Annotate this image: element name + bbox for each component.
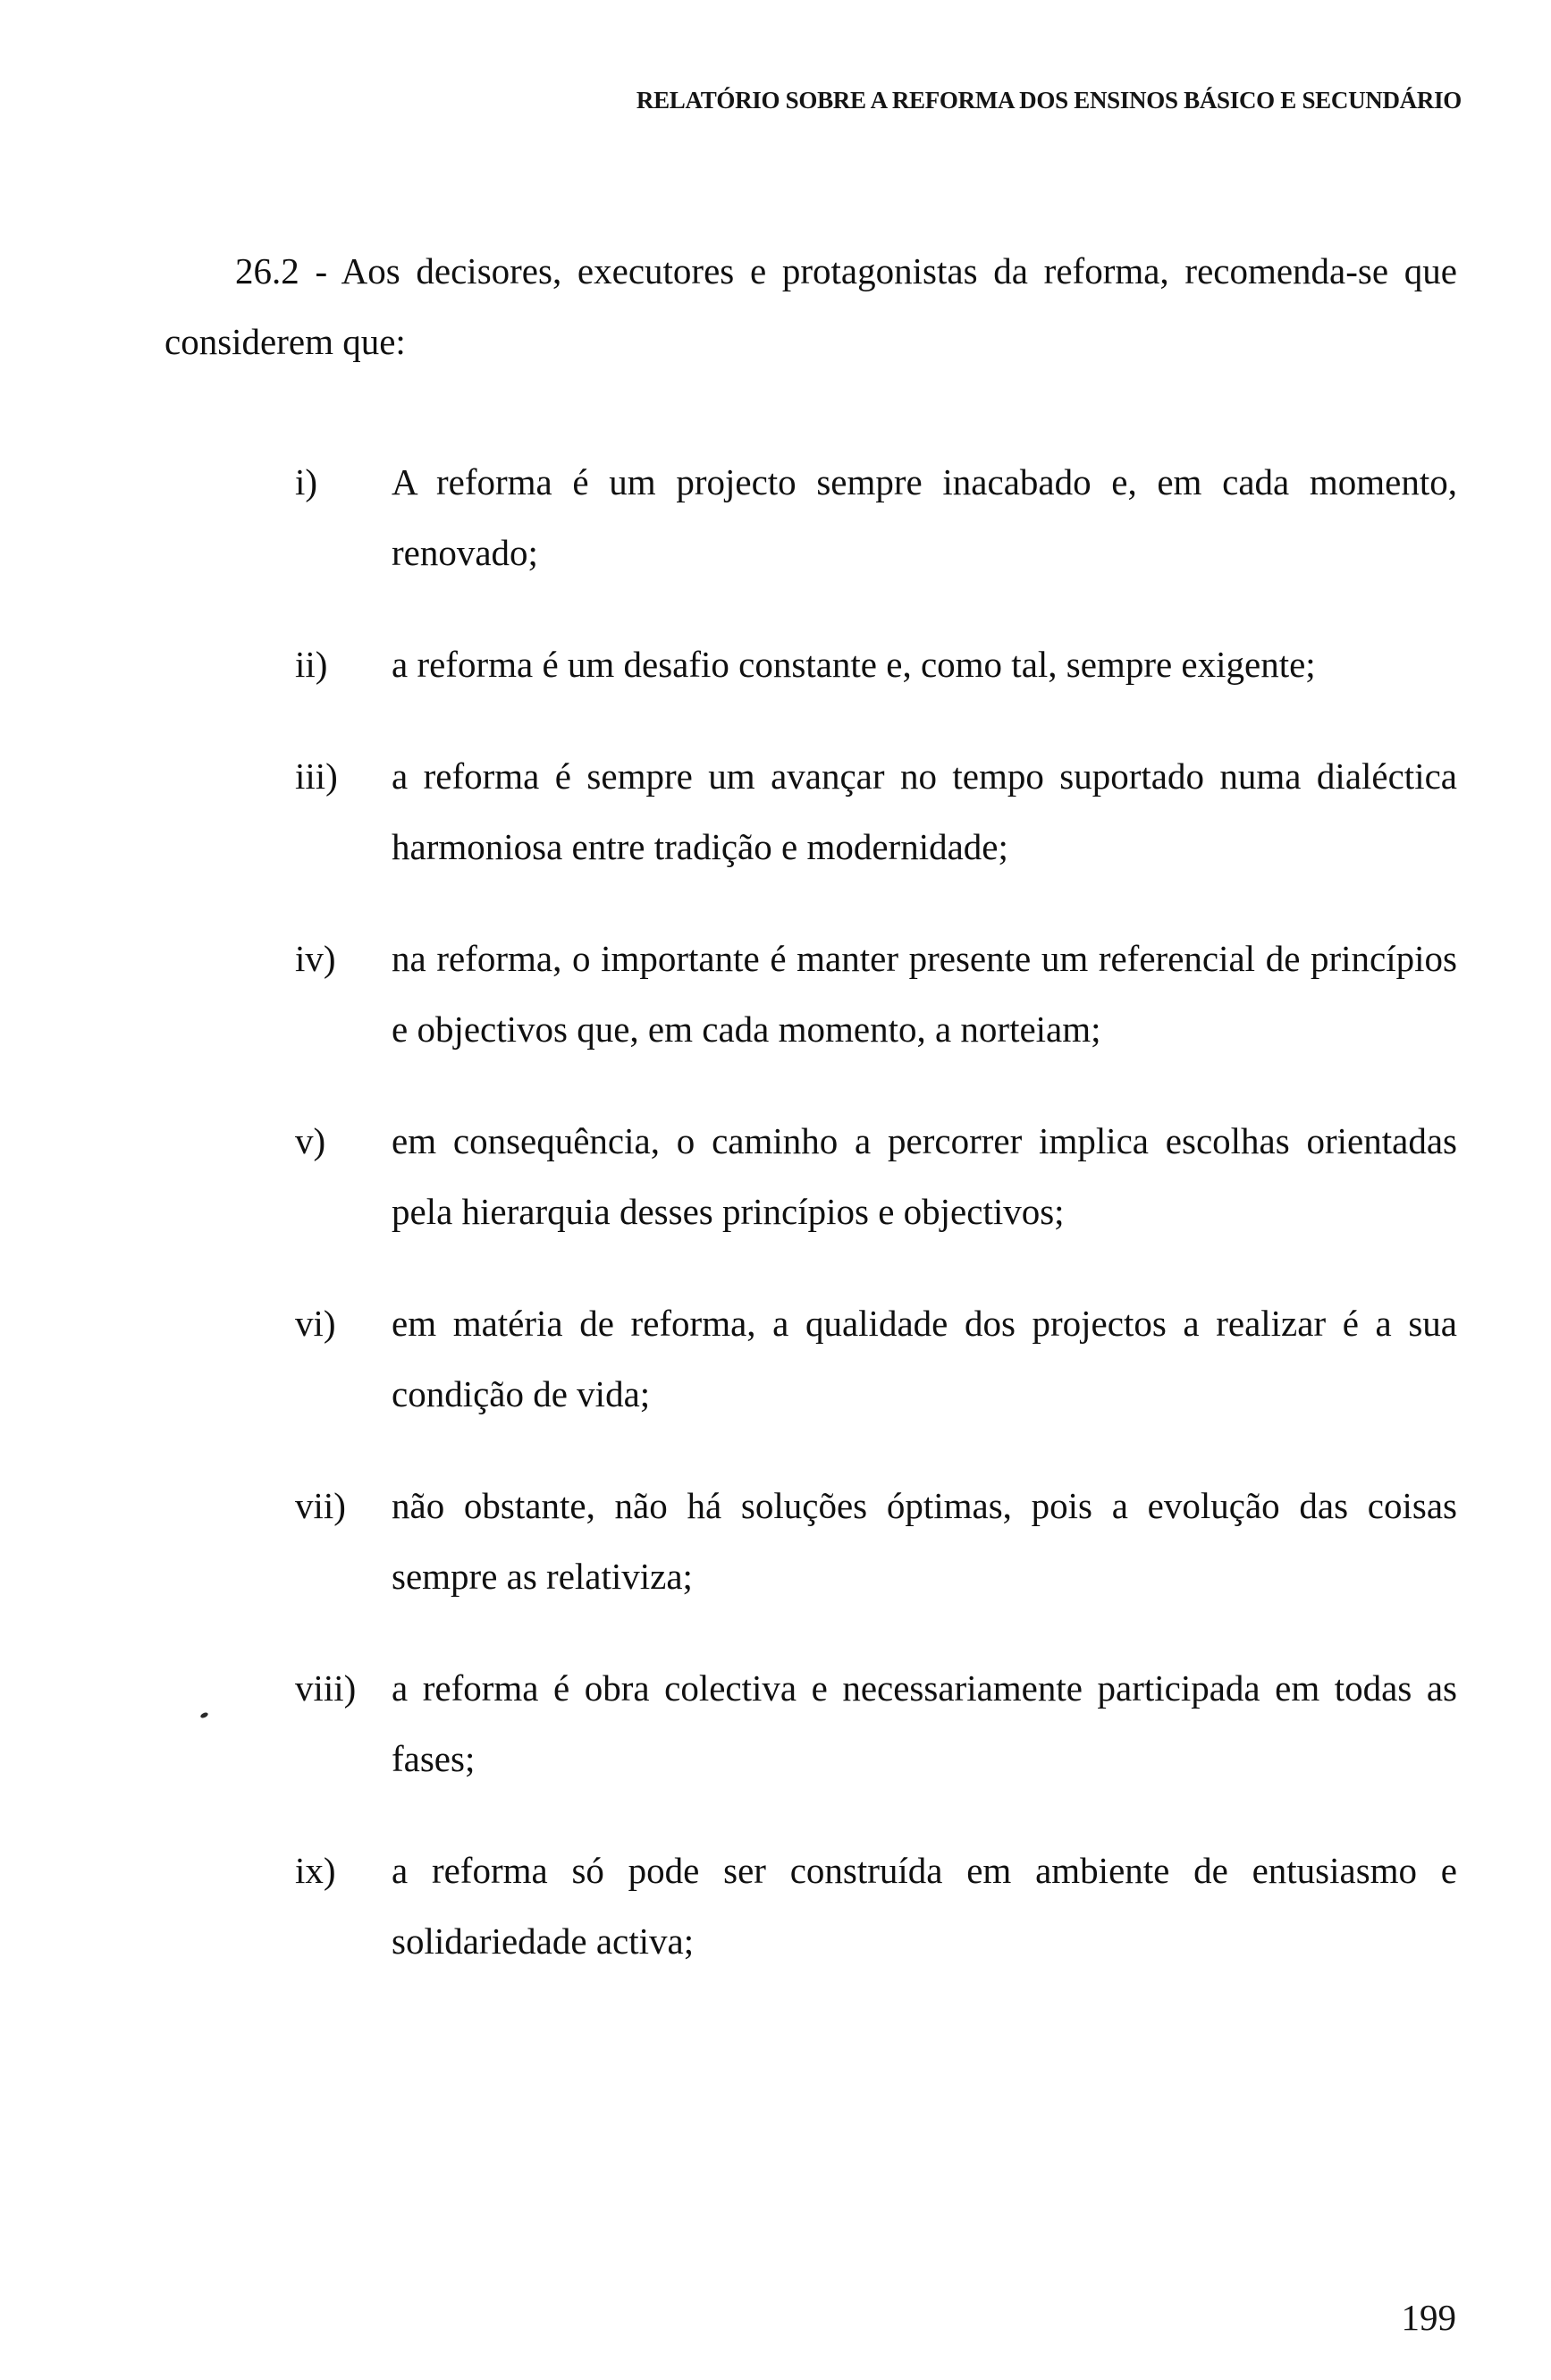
list-item-marker: v) (295, 1120, 326, 1161)
list-item (164, 1471, 1457, 1612)
list-item-marker: viii) (295, 1667, 357, 1709)
list-item-text: a reforma é obra colectiva e necessariamente participada em todas as fases; (392, 1667, 1457, 1779)
running-header: RELATÓRIO SOBRE A REFORMA DOS ENSINOS BÁSICO E SECUNDÁRIO (636, 87, 1462, 114)
list-item (164, 1106, 1457, 1247)
list-item-marker: vi) (295, 1303, 336, 1344)
list-item-text: a reforma é um desafio constante e, como tal, sempre exigente; (392, 644, 1316, 685)
list-item (164, 741, 1457, 882)
list-item-text: em consequência, o caminho a percorrer implica escolhas orientadas pela hierarquia desses princípios e objectivos; (392, 1120, 1457, 1232)
list-item-text: em matéria de reforma, a qualidade dos projectos a realizar é a sua condição de vida; (392, 1303, 1457, 1414)
page-content (164, 236, 1457, 1977)
list-item (164, 447, 1457, 588)
list-item-marker: iii) (295, 755, 338, 797)
list-item-marker: ix) (295, 1850, 336, 1891)
list-item-text: não obstante, não há soluções óptimas, pois a evolução das coisas sempre as relativiza; (392, 1485, 1457, 1597)
list-item (164, 924, 1457, 1065)
list-item (164, 1836, 1457, 1977)
list-item-text: na reforma, o importante é manter presente um referencial de princípios e objectivos que, em cada momento, a norteiam; (392, 938, 1457, 1050)
list-item-marker: vii) (295, 1485, 346, 1526)
page-number: 199 (1401, 2297, 1456, 2338)
recommendations-list (164, 447, 1457, 1977)
section-intro-paragraph: 26.2 - Aos decisores, executores e protagonistas da reforma, recomenda-se que considerem que: (164, 250, 1457, 362)
list-item (164, 629, 1457, 700)
list-item-text: a reforma só pode ser construída em ambiente de entusiasmo e solidariedade activa; (392, 1850, 1457, 1962)
list-item (164, 1288, 1457, 1430)
list-item-marker: iv) (295, 938, 336, 979)
list-item-text: a reforma é sempre um avançar no tempo suportado numa dialéctica harmoniosa entre tradição e modernidade; (392, 755, 1457, 867)
list-item-text: A reforma é um projecto sempre inacabado e, em cada momento, renovado; (392, 461, 1457, 573)
list-item-marker: i) (295, 461, 318, 502)
list-item-marker: ii) (295, 644, 328, 685)
list-item (164, 1653, 1457, 1794)
